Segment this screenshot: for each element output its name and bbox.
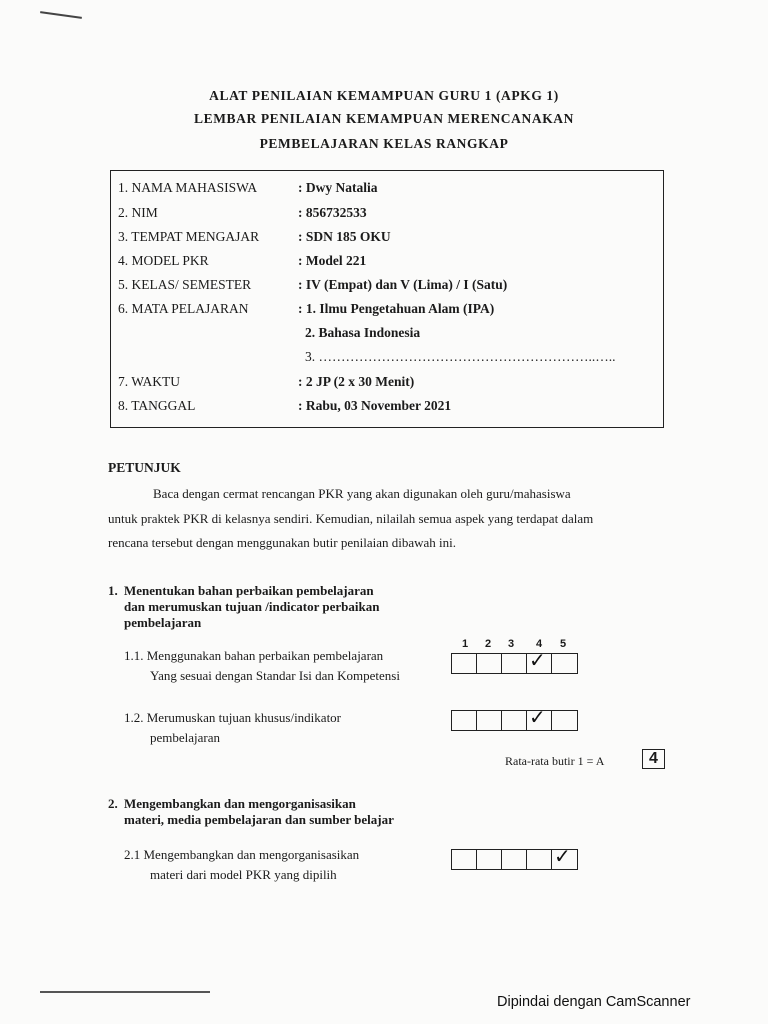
info-value: : 1. Ilmu Pengetahuan Alam (IPA)	[298, 301, 495, 316]
info-label: 6. MATA PELAJARAN	[118, 301, 249, 316]
rating-cell-1[interactable]	[452, 850, 477, 869]
section1-title	[108, 583, 380, 631]
check-icon: ✓	[554, 844, 571, 868]
petunjuk-line3: rencana tersebut dengan menggunakan butir penilaian dibawah ini.	[108, 535, 456, 550]
info-label: 8. TANGGAL	[118, 398, 196, 413]
section1-num: 1.	[108, 583, 118, 598]
item-1-2-l2: pembelajaran	[150, 730, 221, 745]
rating-cell-3[interactable]	[502, 654, 527, 673]
info-value: : Rabu, 03 November 2021	[298, 398, 452, 413]
check-icon: ✓	[529, 705, 546, 729]
info-label: 7. WAKTU	[118, 374, 180, 389]
petunjuk-line1-text: Baca dengan cermat rencangan PKR yang akan digunakan oleh guru/mahasiswa	[153, 486, 571, 501]
rating-cell-5[interactable]	[552, 711, 577, 730]
check-icon: ✓	[529, 648, 546, 672]
camscanner-watermark: Dipindai dengan CamScanner	[497, 994, 691, 1010]
rating-cell-5[interactable]	[552, 654, 577, 673]
info-label: 3. TEMPAT MENGAJAR	[118, 229, 260, 244]
item-1-2	[124, 708, 341, 748]
info-value: 3. ……………………………………………………..…..	[305, 349, 616, 364]
rating-cell-1[interactable]	[452, 711, 477, 730]
petunjuk-heading: PETUNJUK	[108, 460, 181, 475]
section2-title-l1: Mengembangkan dan mengorganisasikan	[124, 796, 356, 811]
info-label: 2. NIM	[118, 205, 158, 220]
rating-cell-3[interactable]	[502, 850, 527, 869]
info-label: 4. MODEL PKR	[118, 253, 209, 268]
scale-4: 4	[536, 638, 543, 650]
item-2-1-l2: materi dari model PKR yang dipilih	[150, 867, 337, 882]
section1-title-l2: dan merumuskan tujuan /indicator perbaikan	[124, 599, 380, 614]
section2-num: 2.	[108, 796, 118, 811]
scale-5: 5	[560, 638, 567, 650]
section1-title-l3: pembelajaran	[124, 615, 202, 630]
section2-title-l2: materi, media pembelajaran dan sumber belajar	[124, 812, 394, 827]
rating-cell-1[interactable]	[452, 654, 477, 673]
item-2-1	[124, 845, 359, 885]
section1-title-l1: Menentukan bahan perbaikan pembelajaran	[124, 583, 374, 598]
petunjuk-line1	[108, 482, 668, 507]
scale-2: 2	[485, 638, 492, 650]
section2-title	[108, 796, 394, 828]
item-1-1-l1: 1.1. Menggunakan bahan perbaikan pembelajaran	[124, 648, 384, 663]
info-label: 5. KELAS/ SEMESTER	[118, 277, 252, 292]
info-value: : IV (Empat) dan V (Lima) / I (Satu)	[298, 277, 508, 292]
rating-cell-4[interactable]	[527, 850, 552, 869]
doc-title-line3: PEMBELAJARAN KELAS RANGKAP	[259, 136, 509, 151]
item-2-1-l1: 2.1 Mengembangkan dan mengorganisasikan	[124, 847, 360, 862]
average-value: 4	[642, 749, 665, 769]
rating-cell-5[interactable]	[552, 844, 577, 869]
rating-cell-2[interactable]	[477, 850, 502, 869]
rating-cell-4[interactable]	[527, 705, 552, 730]
scale-1: 1	[462, 638, 469, 650]
info-label: 1. NAMA MAHASISWA	[118, 180, 258, 195]
rating-row-1-1	[451, 648, 578, 674]
rating-cell-2[interactable]	[477, 711, 502, 730]
item-1-1	[124, 646, 400, 686]
info-value: : Model 221	[298, 253, 367, 268]
doc-title-line2: LEMBAR PENILAIAN KEMAMPUAN MERENCANAKAN	[193, 111, 575, 126]
average-label: Rata-rata butir 1 = A	[505, 754, 605, 768]
doc-title-line1: ALAT PENILAIAN KEMAMPUAN GURU 1 (APKG 1)	[209, 88, 559, 103]
petunjuk-line2: untuk praktek PKR di kelasnya sendiri. Kemudian, nilailah semua aspek yang terdapat dalam	[108, 511, 594, 526]
rating-cell-2[interactable]	[477, 654, 502, 673]
rating-row-2-1	[451, 844, 578, 870]
rating-cell-4[interactable]	[527, 648, 552, 673]
info-value: : 856732533	[298, 205, 367, 220]
info-value: : Dwy Natalia	[298, 180, 378, 195]
scan-line	[40, 991, 210, 993]
rating-row-1-2	[451, 705, 578, 731]
info-value: : SDN 185 OKU	[298, 229, 391, 244]
rating-cell-3[interactable]	[502, 711, 527, 730]
info-value: 2. Bahasa Indonesia	[305, 325, 421, 340]
item-1-2-l1: 1.2. Merumuskan tujuan khusus/indikator	[124, 710, 342, 725]
item-1-1-l2: Yang sesuai dengan Standar Isi dan Kompetensi	[150, 668, 400, 683]
scale-3: 3	[508, 638, 515, 650]
scan-mark	[40, 11, 82, 19]
info-value: : 2 JP (2 x 30 Menit)	[298, 374, 415, 389]
